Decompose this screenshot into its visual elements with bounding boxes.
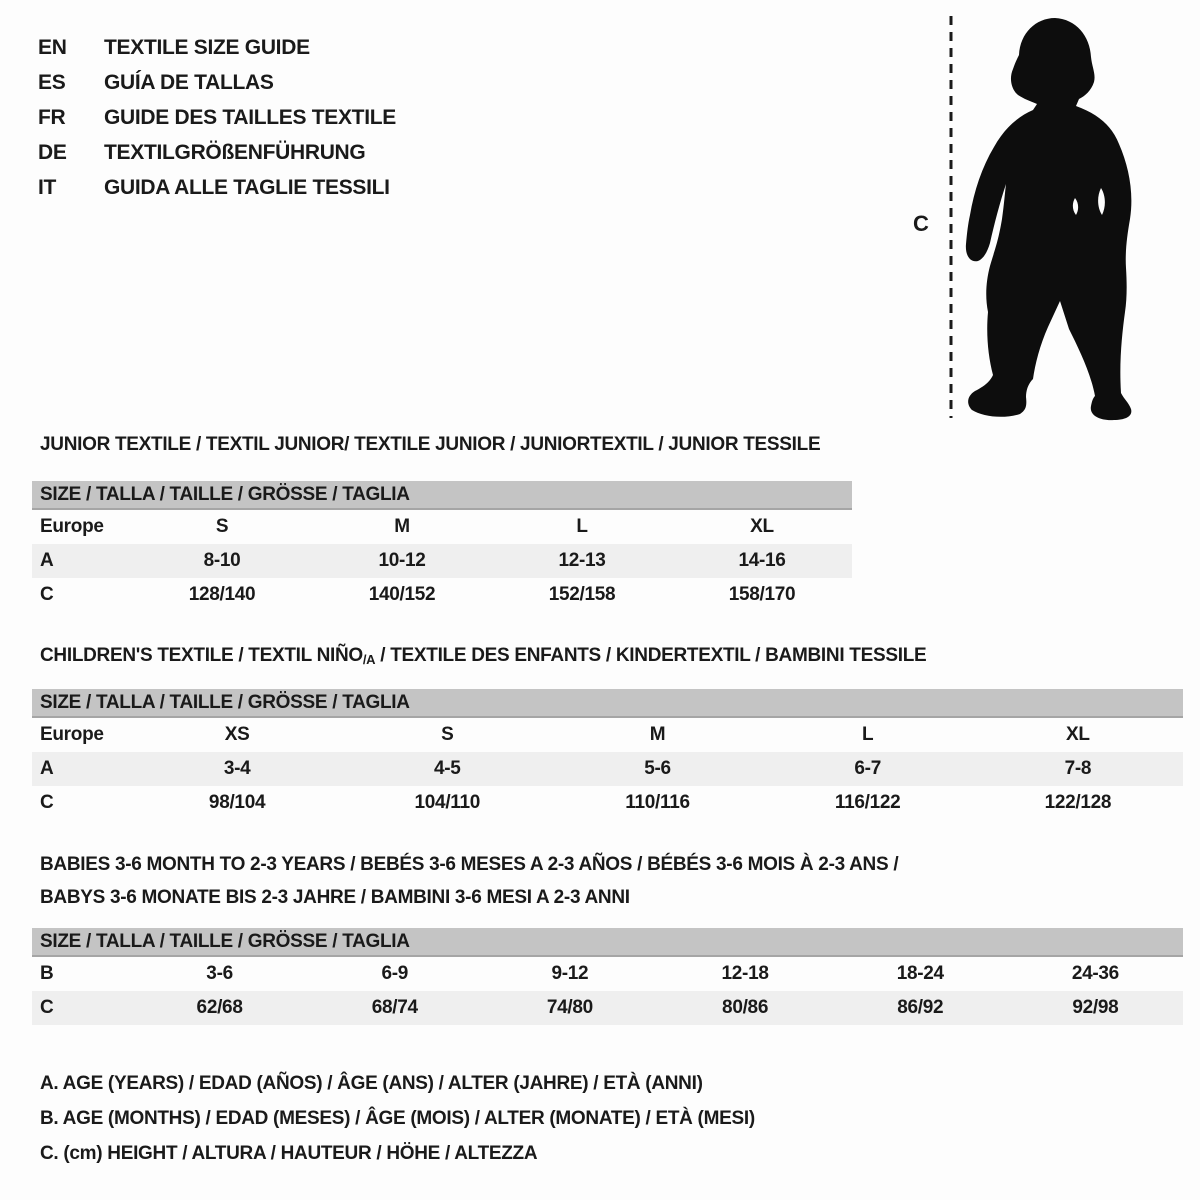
table-cell: 104/110	[414, 792, 481, 813]
table-cell: 24-36	[1071, 963, 1119, 984]
language-row-de	[38, 135, 396, 170]
table-cell: S	[215, 516, 229, 537]
children-title-text: CHILDREN'S TEXTILE / TEXTIL NIÑO	[40, 645, 363, 666]
language-code: FR	[38, 105, 66, 129]
language-code: ES	[38, 70, 66, 94]
table-cell: L	[576, 516, 588, 537]
table-row-europe	[32, 510, 852, 544]
table-cell: 74/80	[546, 997, 593, 1018]
table-cell: 14-16	[738, 550, 786, 571]
guide-title-es: GUÍA DE TALLAS	[104, 70, 274, 94]
measurement-legend	[40, 1066, 755, 1171]
junior-section-title: JUNIOR TEXTILE / TEXTIL JUNIOR/ TEXTILE JUNIOR / JUNIORTEXTIL / JUNIOR TESSILE	[40, 434, 821, 455]
table-cell: B	[40, 963, 54, 984]
height-measure-label: C	[913, 211, 929, 236]
table-cell: 62/68	[196, 997, 243, 1018]
table-cell: 86/92	[897, 997, 944, 1018]
babies-section-title	[40, 848, 898, 914]
table-cell: 158/170	[728, 584, 796, 605]
table-cell: 10-12	[378, 550, 426, 571]
size-header-bar: SIZE / TALLA / TAILLE / GRÖSSE / TAGLIA	[32, 928, 1183, 957]
table-cell: 8-10	[203, 550, 241, 571]
table-cell: 12-18	[721, 963, 769, 984]
legend-age-years: A. AGE (YEARS) / EDAD (AÑOS) / ÂGE (ANS) / ALTER (JAHRE) / ETÀ (ANNI)	[40, 1072, 703, 1094]
table-cell: 110/116	[625, 792, 690, 813]
table-row-age	[32, 544, 852, 578]
table-cell: 116/122	[834, 792, 901, 813]
babies-size-table	[32, 928, 1183, 1025]
table-cell: 92/98	[1072, 997, 1119, 1018]
children-title-subscript: /A	[362, 652, 376, 667]
babies-title-line1: BABIES 3-6 MONTH TO 2-3 YEARS / BEBÉS 3-6 MESES A 2-3 AÑOS / BÉBÉS 3-6 MOIS À 2-3 ANS /	[40, 854, 899, 875]
table-cell: A	[40, 550, 54, 571]
table-cell: 7-8	[1064, 758, 1092, 779]
table-cell: 98/104	[208, 792, 266, 813]
table-cell: C	[40, 584, 54, 605]
table-cell: 152/158	[548, 584, 616, 605]
table-cell: C	[40, 792, 54, 813]
table-cell: 18-24	[896, 963, 944, 984]
table-cell: 6-7	[854, 758, 881, 779]
legend-age-months: B. AGE (MONTHS) / EDAD (MESES) / ÂGE (MOIS) / ALTER (MONATE) / ETÀ (MESI)	[40, 1107, 755, 1129]
guide-title-fr: GUIDE DES TAILLES TEXTILE	[104, 105, 396, 129]
guide-title-de: TEXTILGRÖßENFÜHRUNG	[104, 140, 366, 164]
table-cell: XS	[224, 724, 250, 745]
table-cell: M	[649, 724, 666, 745]
legend-height-cm: C. (cm) HEIGHT / ALTURA / HAUTEUR / HÖHE / ALTEZZA	[40, 1142, 538, 1164]
size-header-bar: SIZE / TALLA / TAILLE / GRÖSSE / TAGLIA	[32, 689, 1183, 718]
language-row-it	[38, 170, 396, 205]
table-row-height	[32, 578, 852, 612]
table-row-height	[32, 991, 1183, 1025]
language-code: EN	[38, 35, 67, 59]
language-code: IT	[38, 175, 57, 199]
table-cell: 80/86	[722, 997, 769, 1018]
table-cell: L	[862, 724, 874, 745]
babies-title-line2: BABYS 3-6 MONATE BIS 2-3 JAHRE / BAMBINI 3-6 MESI A 2-3 ANNI	[40, 887, 630, 908]
table-cell: Europe	[40, 724, 104, 745]
table-cell: A	[40, 758, 54, 779]
table-cell: 4-5	[434, 758, 461, 779]
children-title-text: / TEXTILE DES ENFANTS / KINDERTEXTIL / BAMBINI TESSILE	[375, 645, 927, 666]
table-cell: 140/152	[368, 584, 436, 605]
table-row-months	[32, 957, 1183, 991]
language-row-en	[38, 30, 396, 65]
table-cell: 128/140	[188, 584, 256, 605]
table-cell: XL	[1066, 724, 1090, 745]
table-cell: 12-13	[558, 550, 606, 571]
language-title-block	[38, 30, 396, 205]
table-cell: M	[394, 516, 410, 537]
child-figure-graphic	[938, 12, 1143, 424]
junior-size-table	[32, 481, 852, 612]
guide-title-it: GUIDA ALLE TAGLIE TESSILI	[104, 175, 390, 199]
table-cell: 6-9	[381, 963, 409, 984]
table-cell: C	[40, 997, 54, 1018]
table-row-europe	[32, 718, 1183, 752]
children-section-title	[40, 645, 926, 667]
table-cell: 3-6	[206, 963, 233, 984]
table-cell: 3-4	[223, 758, 251, 779]
table-row-age	[32, 752, 1183, 786]
size-header-bar: SIZE / TALLA / TAILLE / GRÖSSE / TAGLIA	[32, 481, 852, 510]
table-cell: 9-12	[551, 963, 589, 984]
table-cell: XL	[750, 516, 774, 537]
table-cell: 122/128	[1044, 792, 1112, 813]
children-size-table	[32, 689, 1183, 820]
language-row-es	[38, 65, 396, 100]
table-cell: Europe	[40, 516, 104, 537]
language-code: DE	[38, 140, 67, 164]
table-cell: S	[441, 724, 454, 745]
guide-title-en: TEXTILE SIZE GUIDE	[104, 35, 310, 59]
table-cell: 68/74	[371, 997, 418, 1018]
table-row-height	[32, 786, 1183, 820]
language-row-fr	[38, 100, 396, 135]
toddler-silhouette-icon	[966, 18, 1132, 420]
table-cell: 5-6	[644, 758, 671, 779]
